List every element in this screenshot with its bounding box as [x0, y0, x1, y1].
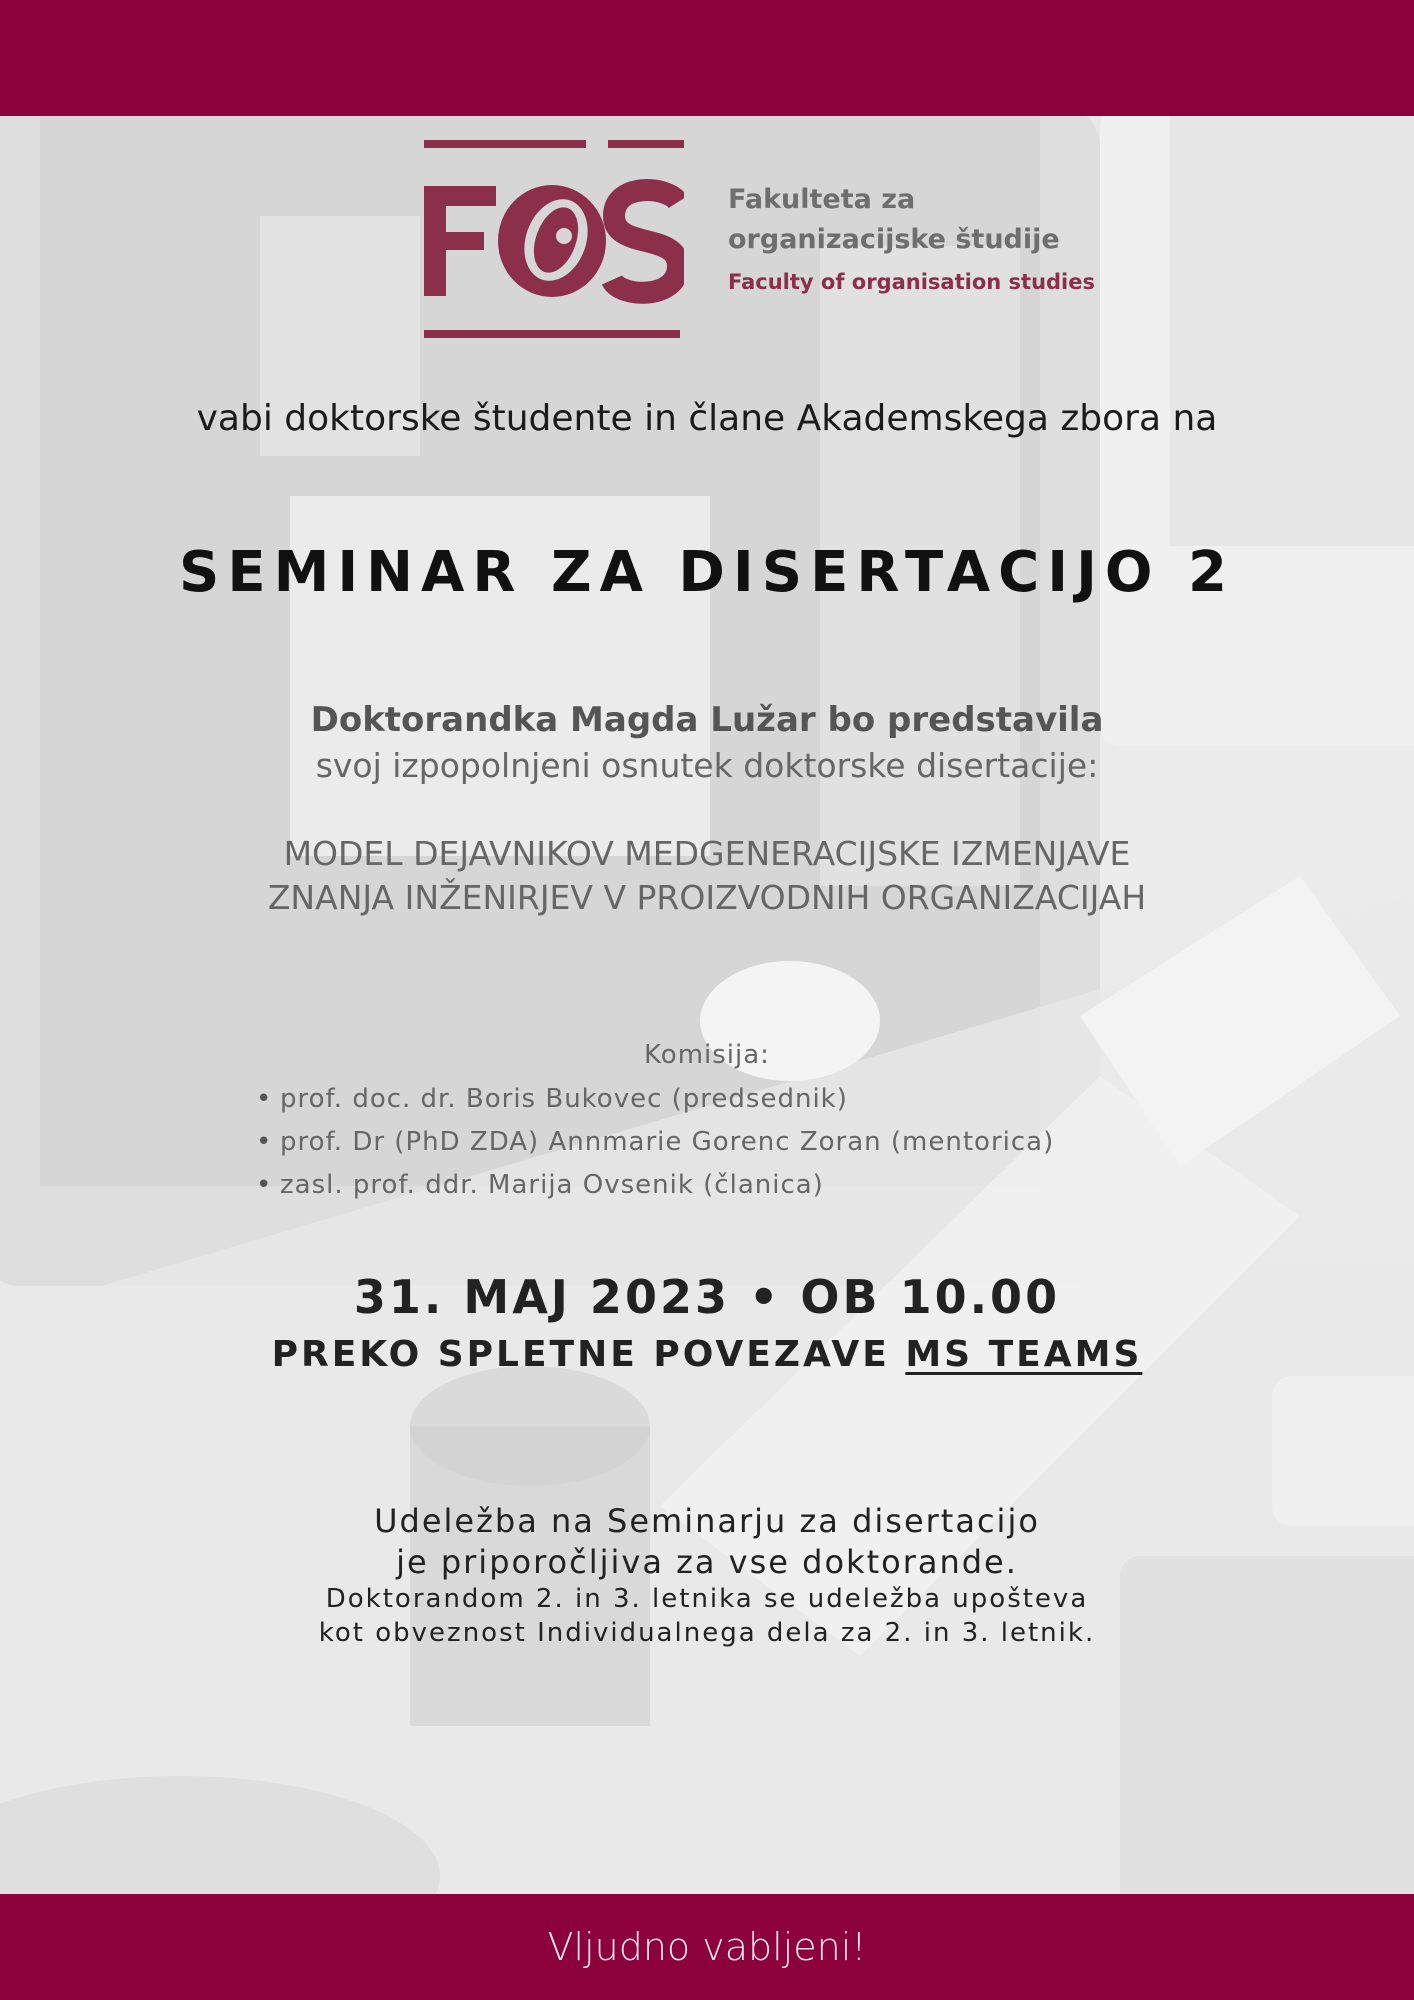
attendance-note-3: Doktorandom 2. in 3. letnika se udeležba upošteva [325, 1584, 1089, 1614]
event-platform [0, 1334, 1414, 1375]
footer-banner [0, 1894, 1414, 2000]
footer-text: Vljudno vabljeni! [547, 1925, 867, 1969]
ms-teams-link[interactable]: MS TEAMS [905, 1334, 1143, 1375]
committee-member: • prof. doc. dr. Boris Bukovec (predsednik) [280, 1078, 1054, 1121]
committee-list [254, 1078, 1054, 1207]
seminar-title: SEMINAR ZA DISERTACIJO 2 [179, 540, 1235, 605]
logo-line-2: organizacijske študije [728, 224, 1060, 255]
logo-text [728, 180, 1128, 300]
platform-prefix: PREKO SPLETNE POVEZAVE [271, 1334, 906, 1375]
committee-member: • zasl. prof. ddr. Marija Ovsenik (članica) [280, 1164, 1054, 1207]
invitation-text: vabi doktorske študente in člane Akademskega zbora na [196, 398, 1218, 439]
event-date-time: 31. MAJ 2023 • OB 10.00 [353, 1270, 1061, 1324]
attendance-note-1: Udeležba na Seminarju za disertacijo [374, 1502, 1040, 1540]
attendance-note-2: je priporočljiva za vse doktorande. [396, 1543, 1018, 1581]
committee-member: • prof. Dr (PhD ZDA) Annmarie Gorenc Zoran (mentorica) [280, 1121, 1054, 1164]
committee-label: Komisija: [644, 1040, 770, 1070]
fos-logo-mark [424, 140, 684, 340]
logo-line-1: Fakulteta za [728, 184, 916, 215]
presenter-subline: svoj izpopolnjeni osnutek doktorske disertacije: [315, 746, 1099, 785]
top-banner [0, 0, 1414, 116]
dissertation-topic-line-1: MODEL DEJAVNIKOV MEDGENERACIJSKE IZMENJAVE [283, 834, 1131, 873]
attendance-note-4: kot obveznost Individualnega dela za 2. in 3. letnik. [318, 1618, 1096, 1648]
logo-line-3: Faculty of organisation studies [728, 270, 1095, 294]
presenter-line: Doktorandka Magda Lužar bo predstavila [310, 700, 1104, 740]
dissertation-topic-line-2: ZNANJA INŽENIRJEV V PROIZVODNIH ORGANIZACIJAH [267, 878, 1147, 917]
